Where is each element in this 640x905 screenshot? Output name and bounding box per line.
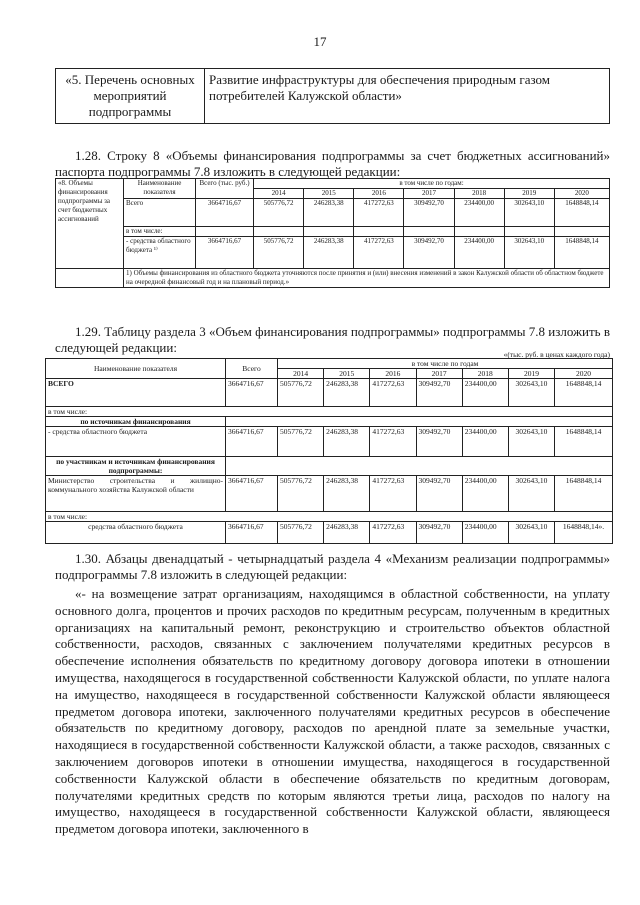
row-total: 3664716,67 — [226, 379, 278, 407]
unit-label: «(тыс. руб. в ценах каждого года) — [503, 350, 610, 359]
cell: 417272,63 — [370, 379, 416, 407]
cell: 246283,38 — [304, 237, 354, 269]
footnote: 1) Объемы финансирования из областного бюджета уточняются после принятия и (или) внесения изменений в закон Калужской области об областном бюджете на очередной финансовый год и на плановый период.» — [124, 269, 610, 288]
row-label: по участникам и источникам финансирования подпрограммы: — [46, 457, 226, 476]
cell: 505776,72 — [278, 476, 324, 512]
cell: 1648848,14 — [554, 199, 609, 227]
cell: 302643,10 — [508, 476, 554, 512]
cell — [404, 227, 454, 237]
paragraph-1-29: 1.29. Таблицу раздела 3 «Объем финансирования подпрограммы» подпрограммы 7.8 изложить в следующей редакции: — [55, 324, 610, 355]
body-paragraph: «- на возмещение затрат организациям, находящимся в областной собственности, на уплату основного долга, процентов и прочих расходов по кредитным ресурсам, полученным в кредитных организациях на капитальный ремонт, реконструкцию и строительство объектов областной собственности, расходов, связанных с заключением получателями кредитных ресурсов в обеспечение исполнения обязательств по кредитному договору договора ипотеки в отношении имущества, находящегося в государственной собственности Калужской области, по уплате налога на имущество, находящееся в государственной собственности Калужской области являющееся предметом договора ипотеки, заключенного получателями кредитных ресурсов в обеспечение обязательств по кредитному договору, расходов по арендной плате за земельные участки, находящиеся в государственной собственности Калужской области, а также расходов, связанных с заключением договоров ипотеки в отношении имущества, находящегося в государственной собственности Калужской области в обеспечение обязательств по кредитным договорам, получателями кредитных средств по которым являются третьи лица, расходов по налогу на имущество, находящееся в государственной собственности Калужской области, являющееся предметом договора ипотеки, заключенного в — [55, 586, 610, 837]
row-name: Министерство строительства и жилищно-коммунального хозяйства Калужской области — [46, 476, 226, 512]
row-label: в том числе: — [46, 407, 613, 417]
cell: 1648848,14 — [554, 237, 609, 269]
cell: 1648848,14». — [555, 522, 613, 544]
cell: 417272,63 — [354, 199, 404, 227]
year-header: 2017 — [416, 369, 462, 379]
row-name: Всего — [124, 199, 196, 227]
cell: 234400,00 — [454, 199, 504, 227]
col-name-header: Наименование показателя — [46, 359, 226, 379]
cell: 234400,00 — [462, 522, 508, 544]
cell — [454, 227, 504, 237]
row-total-label: ВСЕГО — [46, 379, 226, 407]
col-name-header: Наименование показателя — [124, 179, 196, 199]
year-header: 2019 — [504, 189, 554, 199]
cell: 234400,00 — [462, 379, 508, 407]
row-total: 3664716,67 — [196, 199, 254, 227]
cell: 246283,38 — [324, 379, 370, 407]
cell: 505776,72 — [254, 199, 304, 227]
cell: 417272,63 — [370, 427, 416, 457]
paragraph-1-28: 1.28. Строку 8 «Объемы финансирования подпрограммы за счет бюджетных ассигнований» паспорта подпрограммы 7.8 изложить в следующей редакции: — [55, 148, 610, 179]
col-years-header: в том числе по годам — [278, 359, 613, 369]
cell: 302643,10 — [508, 427, 554, 457]
cell: 505776,72 — [278, 522, 324, 544]
row-label: по источникам финансирования — [46, 417, 226, 427]
paragraph-1-30: 1.30. Абзацы двенадцатый - четырнадцатый раздела 4 «Механизм реализации подпрограммы» подпрограммы 7.8 изложить в следующей редакции: — [55, 551, 610, 582]
col-total-header: Всего (тыс. руб.) — [196, 179, 254, 199]
cell: 246283,38 — [324, 476, 370, 512]
year-header: 2014 — [254, 189, 304, 199]
cell: 1648848,14 — [555, 476, 613, 512]
year-header: 2015 — [324, 369, 370, 379]
financing-passport-table — [55, 178, 610, 288]
cell — [254, 227, 304, 237]
col-total-header: Всего — [226, 359, 278, 379]
cell: 246283,38 — [304, 199, 354, 227]
row-total: 3664716,67 — [226, 427, 278, 457]
cell: 309492,70 — [404, 199, 454, 227]
row-total: 3664716,67 — [226, 522, 278, 544]
cell — [554, 227, 609, 237]
year-header: 2016 — [370, 369, 416, 379]
cell: 302643,10 — [508, 522, 554, 544]
cell — [226, 457, 613, 476]
cell: 309492,70 — [416, 522, 462, 544]
page-number: 17 — [313, 34, 327, 49]
row-total: 3664716,67 — [226, 476, 278, 512]
cell: 234400,00 — [462, 476, 508, 512]
cell: 1648848,14 — [555, 379, 613, 407]
year-header: 2020 — [555, 369, 613, 379]
cell — [354, 227, 404, 237]
cell: 417272,63 — [354, 237, 404, 269]
cell: 234400,00 — [462, 427, 508, 457]
cell — [226, 417, 613, 427]
cell: 309492,70 — [404, 237, 454, 269]
section5-label: «5. Перечень основных мероприятий подпрограммы — [56, 69, 205, 124]
cell: 309492,70 — [416, 379, 462, 407]
year-header: 2018 — [454, 189, 504, 199]
cell: 302643,10 — [504, 237, 554, 269]
cell: 505776,72 — [278, 427, 324, 457]
cell: 417272,63 — [370, 522, 416, 544]
section5-value: Развитие инфраструктуры для обеспечения природным газом потребителей Калужской области» — [205, 69, 610, 124]
cell: 246283,38 — [324, 427, 370, 457]
row-total — [196, 227, 254, 237]
cell: 505776,72 — [254, 237, 304, 269]
cell: 246283,38 — [324, 522, 370, 544]
year-header: 2019 — [508, 369, 554, 379]
year-header: 2016 — [354, 189, 404, 199]
year-header: 2018 — [462, 369, 508, 379]
year-header: 2015 — [304, 189, 354, 199]
year-header: 2014 — [278, 369, 324, 379]
cell — [304, 227, 354, 237]
cell — [504, 227, 554, 237]
row-label: в том числе: — [46, 512, 613, 522]
cell: 1648848,14 — [555, 427, 613, 457]
section5-table — [55, 68, 610, 124]
row-name: - средства областного бюджета ¹⁾ — [124, 237, 196, 269]
cell: 309492,70 — [416, 427, 462, 457]
cell: 309492,70 — [416, 476, 462, 512]
year-header: 2020 — [554, 189, 609, 199]
cell: 234400,00 — [454, 237, 504, 269]
cell: 505776,72 — [278, 379, 324, 407]
row-name: в том числе: — [124, 227, 196, 237]
row-total: 3664716,67 — [196, 237, 254, 269]
year-header: 2017 — [404, 189, 454, 199]
row-name: - средства областного бюджета — [46, 427, 226, 457]
cell: 302643,10 — [508, 379, 554, 407]
passport-row-head: «8. Объемы финансирования подпрограммы за счет бюджетных ассигнований — [56, 179, 124, 269]
col-years-header: в том числе по годам: — [254, 179, 610, 189]
financing-section3-table — [45, 358, 613, 544]
cell: 417272,63 — [370, 476, 416, 512]
cell: 302643,10 — [504, 199, 554, 227]
row-name: средства областного бюджета — [46, 522, 226, 544]
